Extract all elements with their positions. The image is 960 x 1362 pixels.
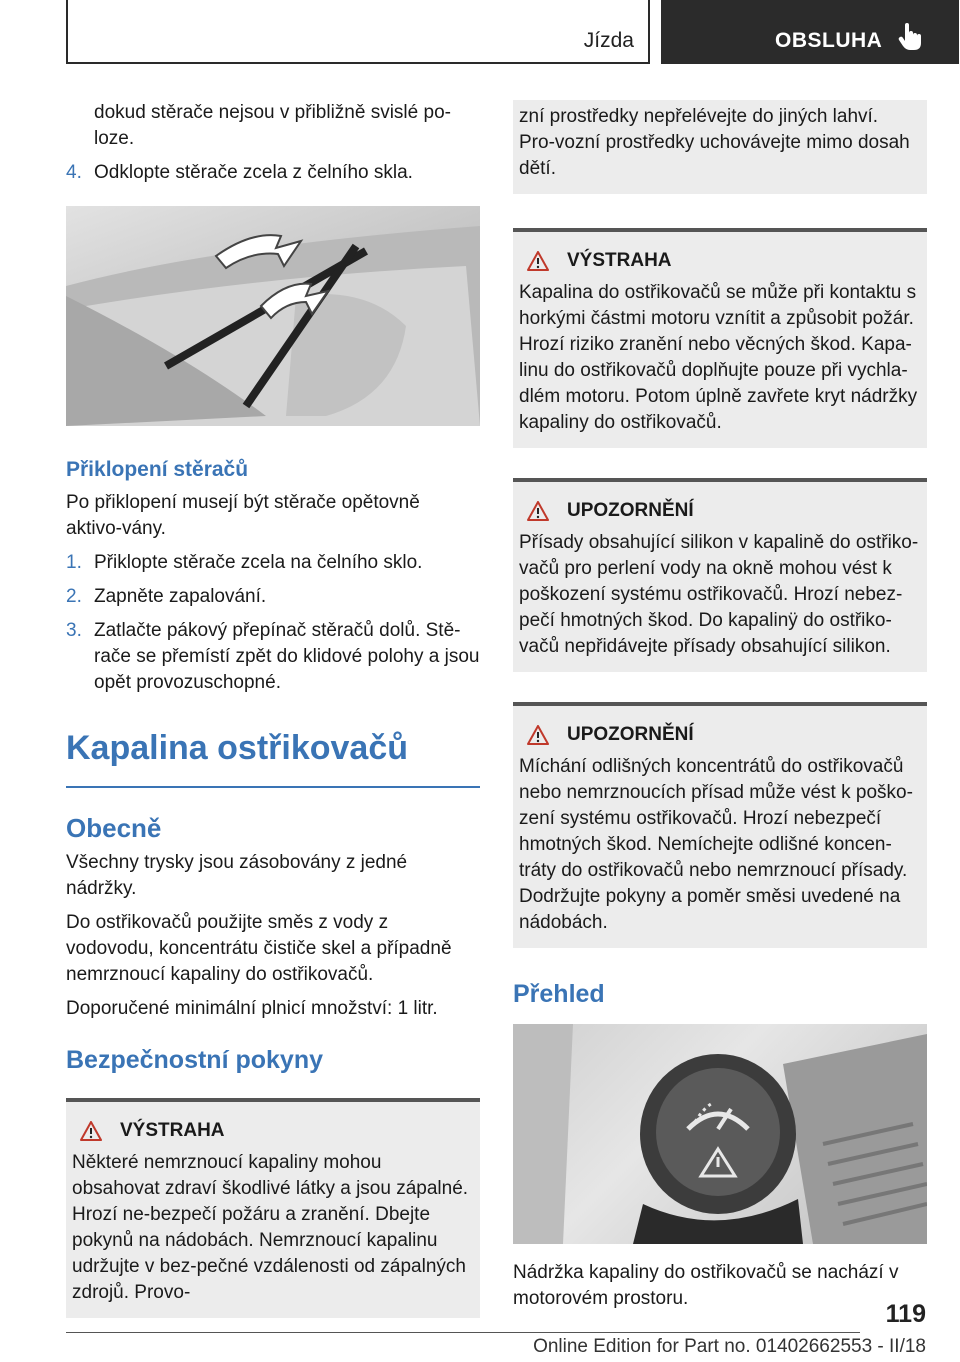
header-section-tab xyxy=(661,0,959,64)
overview-heading: Přehled xyxy=(513,980,605,1008)
list-item xyxy=(66,584,480,610)
warning-box-continuation xyxy=(513,100,927,194)
list-text: Zapněte zapalování. xyxy=(94,586,267,607)
wiper-photo xyxy=(66,206,480,426)
general-paragraph-3: Doporučené minimální plnicí množství: 1 litr. xyxy=(66,998,438,1019)
step-continuation-text: dokud stěrače nejsou v přibližně svislé po-loze. xyxy=(94,102,451,149)
safety-heading: Bezpečnostní pokyny xyxy=(66,1046,323,1074)
list-item xyxy=(66,550,480,576)
fold-heading: Přiklopení stěračů xyxy=(66,458,249,481)
warning-box xyxy=(66,1098,480,1318)
list-text: Zatlačte pákový přepínač stěračů dolů. Stě-rače se přemístí zpět do klidové polohy a jsou opět provozuschopné. xyxy=(94,620,480,693)
general-paragraph-1: Všechny trysky jsou zásobovány z jedné nádržky. xyxy=(66,852,408,899)
warning-title: VÝSTRAHA xyxy=(567,250,672,271)
warning-text: Některé nemrznoucí kapaliny mohou obsahovat zdraví škodlivé látky a jsou zápalné. Hrozí ne-bezpečí požáru a zranění. Dbejte pokynů na nádobách. Nemrznoucí kapalinu udržujte v bez-pečné vzdálenosti od zápalných zdrojů. Provo- xyxy=(72,1152,469,1303)
notice-text: Míchání odlišných koncentrátů do ostřikovačů nebo nemrznoucích přísad může vést k poško-zení systému ostřikovačů. Hrozí nebezpečí hmotných škod. Nemíchejte odlišné koncen-tráty do ostřikovačů nebo nemrznoucí přísady. Dodržujte pokyny a poměr směsi uvedené na nádobách. xyxy=(519,756,913,933)
notice-title-row xyxy=(519,498,919,524)
list-item xyxy=(66,160,480,186)
footer-edition: Online Edition for Part no. 01402662553 - II/18 xyxy=(533,1336,926,1357)
list-text: Přiklopte stěrače zcela na čelního sklo. xyxy=(94,552,423,573)
step-continuation xyxy=(66,100,480,152)
warning-title-row xyxy=(519,248,919,274)
warning-box xyxy=(513,228,927,448)
general-heading: Obecně xyxy=(66,813,162,843)
hand-pointer-icon xyxy=(897,22,923,52)
notice-box xyxy=(513,702,927,948)
page-number: 119 xyxy=(885,1300,926,1328)
main-heading: Kapalina ostřikovačů xyxy=(66,726,480,788)
reservoir-illustration xyxy=(513,1024,927,1244)
warning-triangle-icon xyxy=(527,725,549,745)
fold-intro: Po přiklopení musejí být stěrače opětovně aktivo-vány. xyxy=(66,492,420,539)
general-paragraph-2: Do ostřikovačů použijte směs z vody z vodovodu, koncentrátu čističe skel a případně nemrznoucí kapaliny do ostřikovačů. xyxy=(66,912,452,985)
list-number: 4. xyxy=(66,162,82,183)
warning-triangle-icon xyxy=(527,501,549,521)
notice-title-row xyxy=(519,722,919,748)
list-text: Odklopte stěrače zcela z čelního skla. xyxy=(94,162,413,183)
warning-title: VÝSTRAHA xyxy=(120,1120,225,1141)
warning-text: Kapalina do ostřikovačů se může při kontaktu s horkými částmi motoru vznítit a způsobit požár. Hrozí riziko zranění nebo věcných škod. Kapa-linu do ostřikovačů doplňujte pouze při vychla-dlém motoru. Potom úplně zavřete kryt nádržky kapaliny do ostřikovačů. xyxy=(519,282,918,433)
list-item xyxy=(66,618,480,696)
notice-box xyxy=(513,478,927,672)
list-number: 1. xyxy=(66,552,82,573)
reservoir-caption: Nádržka kapaliny do ostřikovačů se nachází v motorovém prostoru. xyxy=(513,1262,899,1309)
list-number: 2. xyxy=(66,586,82,607)
footer-divider xyxy=(66,1332,860,1333)
warning-title-row xyxy=(72,1118,472,1144)
left-column xyxy=(66,100,480,1318)
reservoir-photo xyxy=(513,1024,927,1244)
right-column xyxy=(513,100,927,1320)
list-number: 3. xyxy=(66,620,82,641)
warning-continuation-text: zní prostředky nepřelévejte do jiných lahví. Pro-vozní prostředky uchovávejte mimo dosah dětí. xyxy=(519,106,910,179)
header-section: OBSLUHA xyxy=(775,29,883,52)
warning-triangle-icon xyxy=(527,251,549,271)
notice-text: Přísady obsahující silikon v kapalině do ostřiko-vačů pro perlení vody na okně mohou vést k poškození systému ostřikovačů. Hrozí nebez-pečí hmotných škod. Do kapalinÿ do ostřiko-vačů nepřidávejte přísady obsahující silikon. xyxy=(519,532,919,657)
header-chapter-tab xyxy=(66,0,650,64)
wiper-illustration xyxy=(66,206,480,426)
notice-title: UPOZORNĚNÍ xyxy=(567,500,694,521)
header-chapter: Jízda xyxy=(583,29,634,52)
warning-triangle-icon xyxy=(80,1121,102,1141)
notice-title: UPOZORNĚNÍ xyxy=(567,724,694,745)
